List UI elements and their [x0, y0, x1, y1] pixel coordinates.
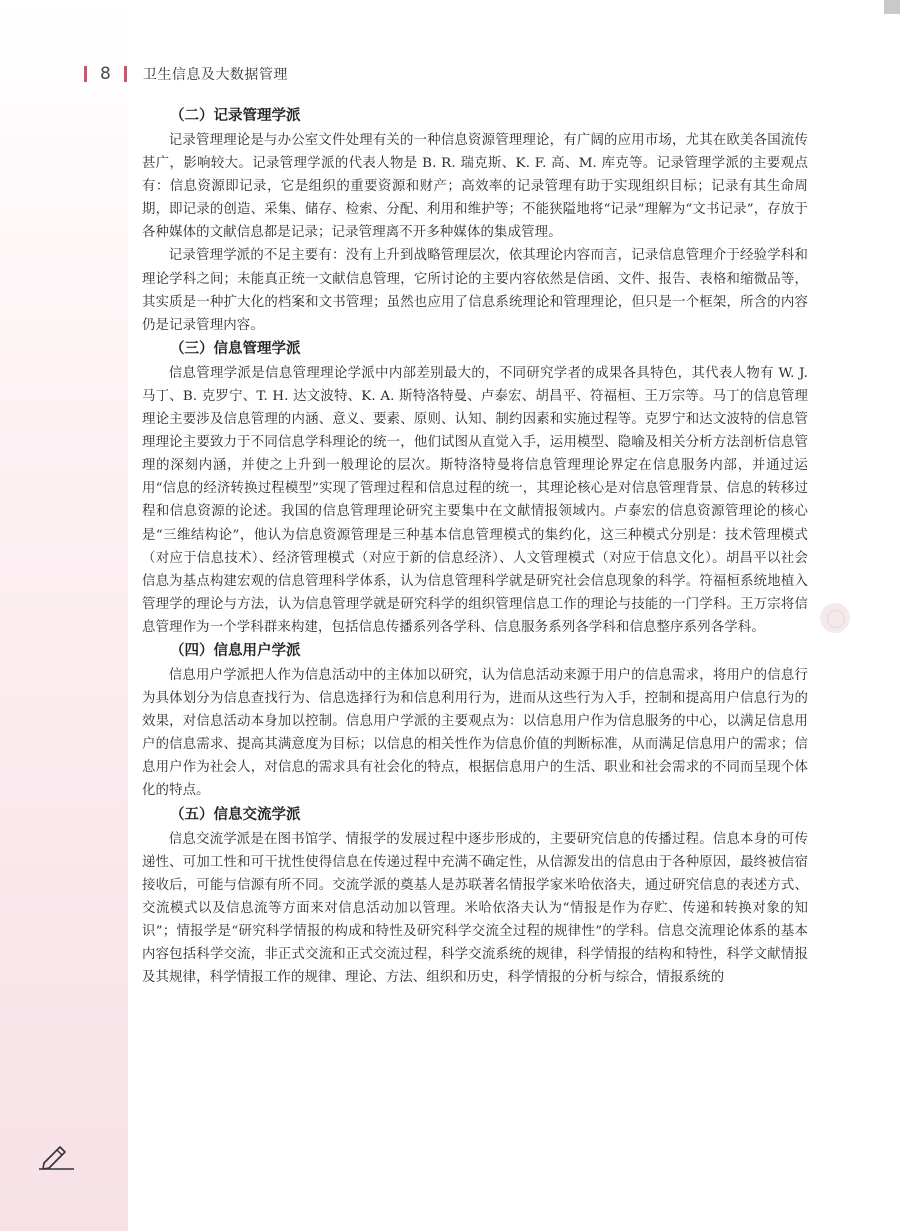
- page-body: [142, 104, 808, 989]
- corner-tab: [884, 0, 900, 14]
- section-information-management: [142, 337, 808, 639]
- section-information-exchange: [142, 803, 808, 990]
- paragraph: 信息用户学派把人作为信息活动中的主体加以研究，认为信息活动来源于用户的信息需求，将用户的信息行为具体划分为信息查找行为、信息选择行为和信息利用行为，进而从这些行为入手，控制和提高用户信息行为的效果，对信息活动本身加以控制。信息用户学派的主要观点为：以信息用户作为信息服务的中心，以满足信息用户的信息需求、提高其满意度为目标；以信息的相关性作为信息价值的判断标准，从而满足信息用户的需求；信息用户作为社会人，对信息的需求具有社会化的特点，根据信息用户的生活、职业和社会需求的不同而呈现个体化的特点。: [142, 667, 808, 799]
- header-bar-left: [84, 66, 87, 82]
- paragraph: 信息管理学派是信息管理理论学派中内部差别最大的，不同研究学者的成果各具特色，其代表人物有 W. J. 马丁、B. 克罗宁、T. H. 达文波特、K. A. 斯特洛特曼、卢泰宏、胡昌平、符福桓、王万宗等。马丁的信息管理理论主要涉及信息管理的内涵、意义、要素、原则、认知、制约因素和实施过程等。克罗宁和达文波特的信息管理理论主要致力于不同信息学科理论的统一，他们试图从直觉入手，运用模型、隐喻及相关分析方法剖析信息管理的深刻内涵，并使之上升到一般理论的层次。斯特洛特曼将信息管理理论界定在信息服务内部，并通过运用“信息的经济转换过程模型”实现了管理过程和信息过程的统一，其理论核心是对信息管理背景、信息的转移过程和信息资源的论述。我国的信息管理理论研究主要集中在文献情报领域内。卢泰宏的信息资源管理论的核心是“三维结构论”，他认为信息资源管理是三种基本信息管理模式的集约化，这三种模式分别是：技术管理模式（对应于信息技术）、经济管理模式（对应于新的信息经济）、人文管理模式（对应于信息文化）。胡昌平以社会信息为基点构建宏观的信息管理科学体系，认为信息管理科学就是研究社会信息现象的科学。符福桓系统地植入管理学的理论与方法，认为信息管理学就是研究科学的组织管理信息工作的理论与技能的一门学科。王万宗将信息管理作为一个学科群来构建，包括信息传播系列各学科、信息服务系列各学科和信息整序系列各学科。: [142, 365, 808, 635]
- section-information-users: [142, 639, 808, 803]
- page-header: [84, 63, 288, 85]
- side-tab-marker-icon: [820, 603, 850, 633]
- margin-band: [0, 0, 128, 1231]
- running-title: 卫生信息及大数据管理: [142, 67, 288, 83]
- section-heading: （四）信息用户学派: [170, 642, 301, 659]
- header-bar-right: [124, 66, 127, 82]
- paragraph: 记录管理学派的不足主要有：没有上升到战略管理层次，依其理论内容而言，记录信息管理介于经验学科和理论学科之间；未能真正统一文献信息管理，它所讨论的主要内容依然是信函、文件、报告、表格和缩微品等，其实质是一种扩大化的档案和文书管理；虽然也应用了信息系统理论和管理理论，但只是一个框架，所含的内容仍是记录管理内容。: [142, 248, 808, 333]
- section-records-management: [142, 104, 808, 337]
- pen-writing-icon: [36, 1141, 76, 1171]
- paragraph: 记录管理理论是与办公室文件处理有关的一种信息资源管理理论，有广阔的应用市场，尤其在欧美各国流传甚广，影响较大。记录管理学派的代表人物是 B. R. 瑞克斯、K. F. 高、M. 库克等。记录管理学派的主要观点有：信息资源即记录，它是组织的重要资源和财产；高效率的记录管理有助于实现组织目标；记录有其生命周期，即记录的创造、采集、储存、检索、分配、利用和维护等；不能狭隘地将“记录”理解为“文书记录”，存放于各种媒体的文献信息都是记录；记录管理离不开多种媒体的集成管理。: [142, 133, 808, 241]
- page-number: 8: [100, 64, 111, 84]
- paragraph: 信息交流学派是在图书馆学、情报学的发展过程中逐步形成的，主要研究信息的传播过程。信息本身的可传递性、可加工性和可干扰性使得信息在传递过程中充满不确定性，从信源发出的信息由于各种原因，最终被信宿接收后，可能与信源有所不同。交流学派的奠基人是苏联著名情报学家米哈依洛夫，通过研究信息的表述方式、交流模式以及信息流等方面来对信息活动加以管理。米哈依洛夫认为“情报是作为存贮、传递和转换对象的知识”；情报学是“研究科学情报的构成和特性及研究科学交流全过程的规律性”的学科。信息交流理论体系的基本内容包括科学交流，非正式交流和正式交流过程，科学交流系统的规律，科学情报的结构和特性，科学文献情报及其规律，科学情报工作的规律、理论、方法、组织和历史，科学情报的分析与综合，情报系统的: [142, 831, 808, 986]
- section-heading: （五）信息交流学派: [170, 806, 301, 823]
- section-heading: （二）记录管理学派: [170, 108, 301, 124]
- section-heading: （三）信息管理学派: [170, 340, 301, 357]
